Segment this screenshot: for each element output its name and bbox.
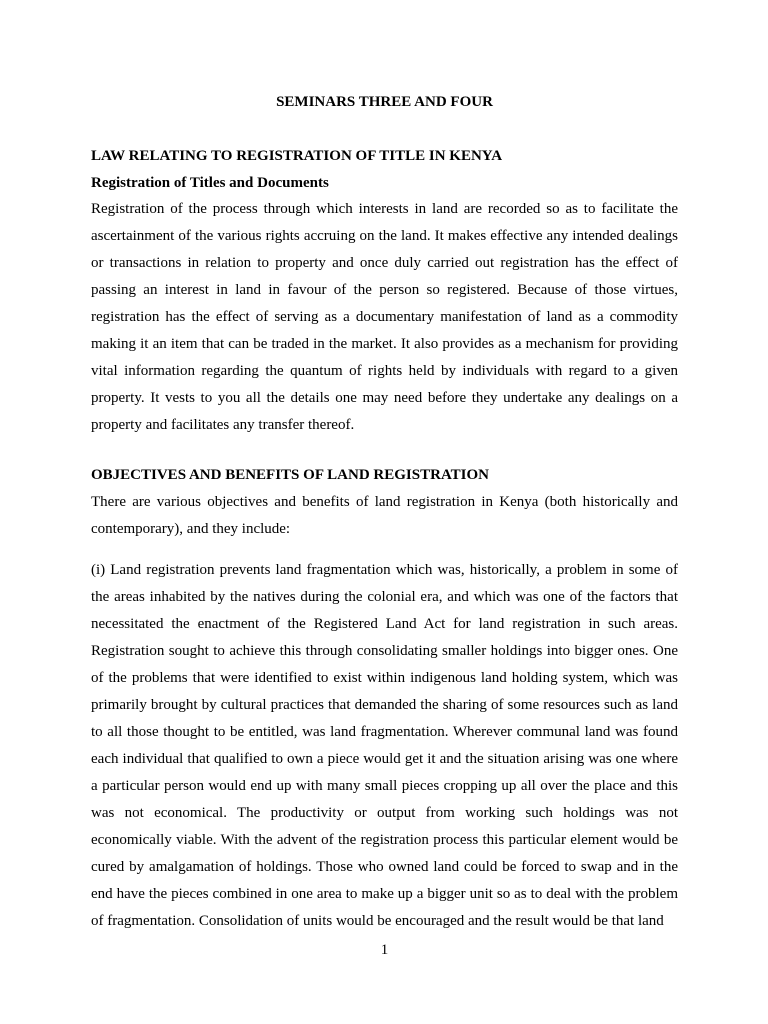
page-number: 1	[380, 942, 389, 958]
objectives-heading: OBJECTIVES AND BENEFITS OF LAND REGISTRATION	[91, 467, 490, 483]
main-heading: LAW RELATING TO REGISTRATION OF TITLE IN KENYA	[91, 148, 503, 164]
paragraph-fragmentation: (i) Land registration prevents land fragmentation which was, historically, a problem in some of the areas inhabited by the natives during the colonial era, and which was one of the factors that necessitated the enactment of the Registered Land Act for land registration in such areas. Registration sought to achieve this through consolidating smaller holdings into bigger ones. One of the problems that were identified to exist within indigenous land holding system, which was primarily brought by cultural practices that demanded the sharing of some resources such as land to all those thought to be entitled, was land fragmentation. Wherever communal land was found each individual that qualified to own a piece would get it and the situation arising was one where a particular person would end up with many small pieces cropping up all over the place and this was not economical. The productivity or output from working such holdings was not economically viable. With the advent of the registration process this particular element would be cured by amalgamation of holdings. Those who owned land could be forced to swap and in the end have the pieces combined in one area to make up a bigger unit so as to deal with the problem of fragmentation. Consolidation of units would be encouraged and the result would be that land	[91, 562, 678, 929]
paragraph-registration: Registration of the process through which interests in land are recorded so as to facilitate the ascertainment of the various rights accruing on the land. It makes effective any intended dealings or transactions in relation to property and once duly carried out registration has the effect of passing an interest in land in favour of the person so registered. Because of those virtues, registration has the effect of serving as a documentary manifestation of land as a commodity making it an item that can be traded in the market. It also provides as a mechanism for providing vital information regarding the quantum of rights held by individuals with regard to a given property. It vests to you all the details one may need before they undertake any dealings on a property and facilitates any transfer thereof.	[91, 201, 678, 433]
sub-heading: Registration of Titles and Documents	[91, 175, 329, 191]
paragraph-objectives-intro: There are various objectives and benefits of land registration in Kenya (both historically and contemporary), and they include:	[91, 494, 678, 537]
document-title: SEMINARS THREE AND FOUR	[276, 94, 493, 110]
